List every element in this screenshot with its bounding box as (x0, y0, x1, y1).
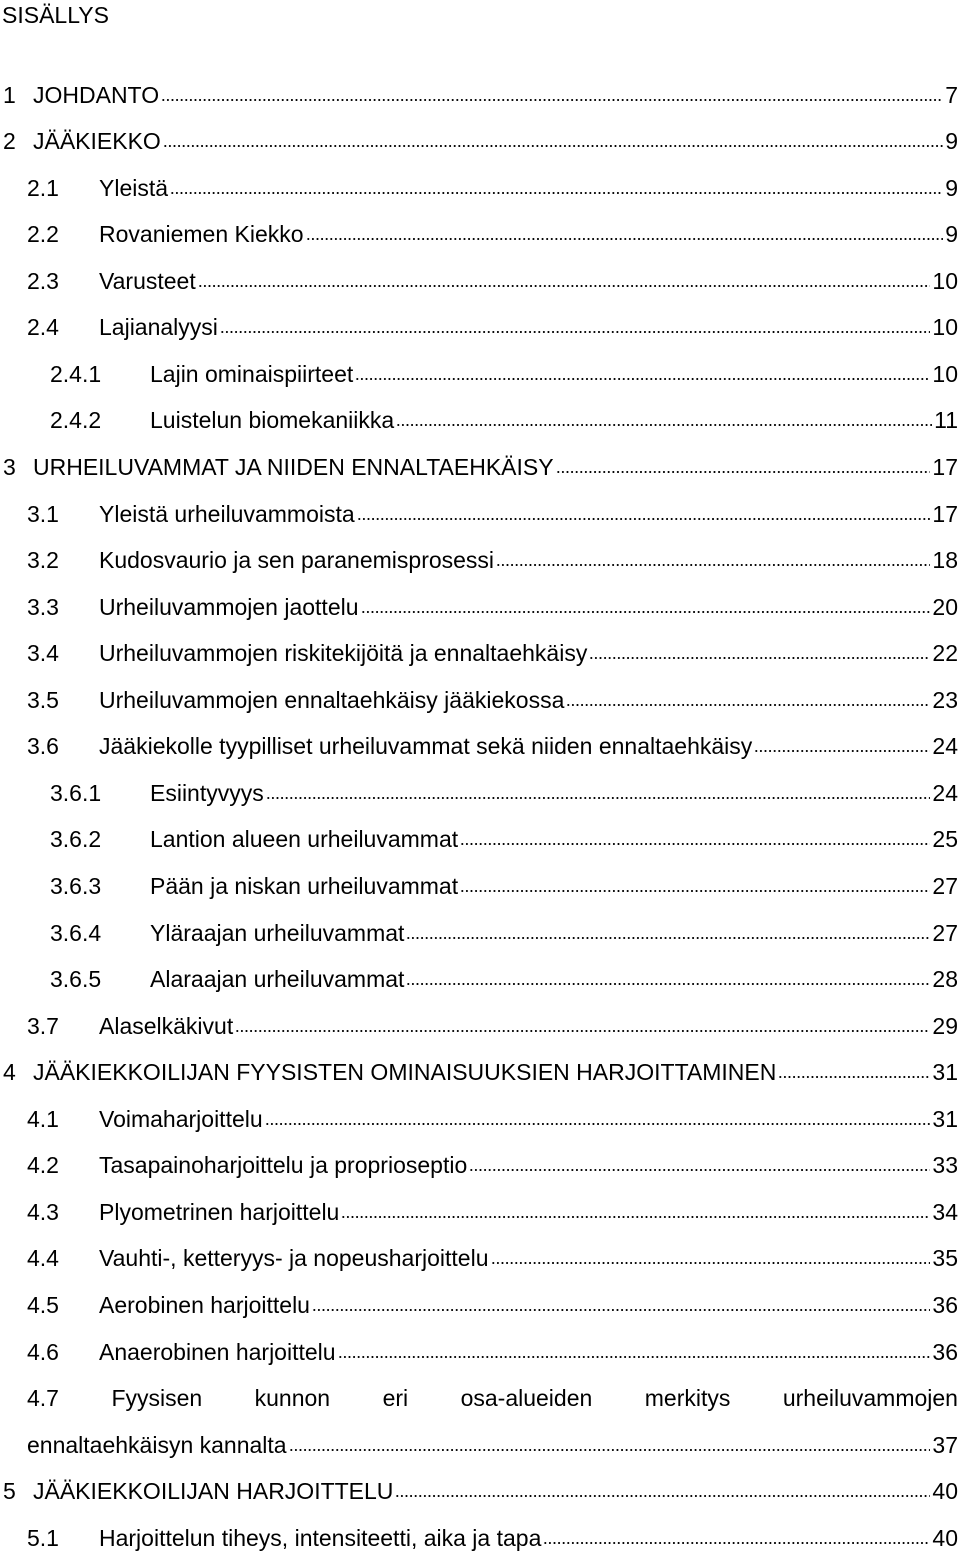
toc-entry-number: 3.6.5 (50, 966, 102, 992)
dot-leader (469, 1168, 930, 1172)
dot-leader (161, 98, 943, 102)
toc-entry-title: JOHDANTO (33, 82, 160, 108)
toc-entry-number: 5.1 (27, 1525, 59, 1551)
dot-leader (406, 982, 930, 986)
toc-entry-title: JÄÄKIEKKO (33, 128, 161, 154)
toc-entry-page: 40 (932, 1525, 958, 1551)
dot-leader (306, 237, 944, 241)
toc-entry-page: 36 (932, 1292, 958, 1318)
toc-entry-title-continuation: ennaltaehkäisyn kannalta (27, 1432, 287, 1458)
toc-entry[interactable] (50, 359, 958, 389)
toc-entry-page: 35 (932, 1245, 958, 1271)
toc-entry-page: 17 (932, 454, 958, 480)
toc-entry[interactable] (50, 405, 958, 435)
toc-entry-title: Vauhti-, ketteryys- ja nopeusharjoittelu (99, 1245, 489, 1271)
toc-entry-page: 24 (932, 780, 958, 806)
toc-entry[interactable] (27, 731, 958, 761)
toc-entry-number: 3.2 (27, 547, 59, 573)
toc-entry-number: 2 (3, 128, 16, 154)
toc-entry-page: 40 (932, 1478, 958, 1504)
toc-entry[interactable] (3, 1057, 958, 1087)
dot-leader (289, 1448, 931, 1452)
toc-entry-number: 4.7 (27, 1385, 59, 1411)
toc-entry-number: 3.4 (27, 640, 59, 666)
toc-entry-number: 5 (3, 1478, 16, 1504)
toc-entry-title-word: osa-alueiden (460, 1385, 593, 1411)
toc-entry-number: 4.1 (27, 1106, 59, 1132)
toc-entry-title-word: eri (382, 1385, 409, 1411)
toc-entry-number: 3.3 (27, 594, 59, 620)
toc-entry-page: 10 (932, 361, 958, 387)
toc-entry[interactable] (27, 1383, 958, 1413)
dot-leader (543, 1541, 930, 1545)
dot-leader (198, 284, 931, 288)
dot-leader (589, 656, 930, 660)
toc-entry[interactable] (27, 638, 958, 668)
toc-entry[interactable] (27, 685, 958, 715)
toc-entry-page: 36 (932, 1339, 958, 1365)
toc-entry-page: 17 (932, 501, 958, 527)
dot-leader (170, 191, 943, 195)
dot-leader (496, 563, 930, 567)
toc-entry[interactable] (27, 312, 958, 342)
toc-entry-number: 3.6.3 (50, 873, 102, 899)
toc-entry-number: 3.6.4 (50, 920, 102, 946)
toc-entry[interactable] (27, 1243, 958, 1273)
toc-entry-number: 1 (3, 82, 16, 108)
toc-entry-title: Urheiluvammojen ennaltaehkäisy jääkiekossa (99, 687, 565, 713)
toc-entry-number: 4.5 (27, 1292, 59, 1318)
toc-entry-title: Yläraajan urheiluvammat (150, 920, 405, 946)
toc-entry[interactable] (27, 1150, 958, 1180)
toc-entry-title: Esiintyvyys (150, 780, 264, 806)
toc-entry-title: Aerobinen harjoittelu (99, 1292, 310, 1318)
toc-entry-number: 3.7 (27, 1013, 59, 1039)
toc-entry-page: 9 (945, 175, 958, 201)
toc-entry-page: 25 (932, 826, 958, 852)
toc-entry-number: 2.1 (27, 175, 59, 201)
toc-entry-title: Luistelun biomekaniikka (150, 407, 395, 433)
toc-entry-page: 20 (932, 594, 958, 620)
toc-entry-page: 31 (932, 1059, 958, 1085)
dot-leader (338, 1355, 931, 1359)
dot-leader (341, 1215, 930, 1219)
toc-entry-number: 2.3 (27, 268, 59, 294)
toc-entry[interactable] (50, 918, 958, 948)
toc-entry[interactable] (27, 1197, 958, 1227)
toc-entry-number: 4.2 (27, 1152, 59, 1178)
toc-entry-number: 2.4.2 (50, 407, 102, 433)
toc-entry-title: Kudosvaurio ja sen paranemisprosessi (99, 547, 495, 573)
toc-entry-title: Yleistä urheiluvammoista (99, 501, 355, 527)
dot-leader (361, 610, 931, 614)
toc-entry-title-word: merkitys (644, 1385, 731, 1411)
toc-entry[interactable] (50, 778, 958, 808)
toc-entry[interactable] (27, 1523, 958, 1553)
toc-entry-title: Lajin ominaispiirteet (150, 361, 354, 387)
toc-entry-page: 27 (932, 920, 958, 946)
toc-entry-title: Alaselkäkivut (99, 1013, 234, 1039)
toc-entry-number: 3.5 (27, 687, 59, 713)
toc-entry-number: 4 (3, 1059, 16, 1085)
page-title: SISÄLLYS (2, 2, 109, 28)
toc-entry-title-word: kunnon (254, 1385, 331, 1411)
toc-entry[interactable] (27, 499, 958, 529)
toc-entry-title: Varusteet (99, 268, 196, 294)
toc-entry-number: 3.6.1 (50, 780, 102, 806)
toc-entry[interactable] (27, 266, 958, 296)
toc-entry-title: Alaraajan urheiluvammat (150, 966, 405, 992)
toc-entry-number: 3.6.2 (50, 826, 102, 852)
dot-leader (265, 1122, 931, 1126)
toc-entry-title: Plyometrinen harjoittelu (99, 1199, 340, 1225)
toc-entry-number: 3.6 (27, 733, 59, 759)
toc-entry-title: Urheiluvammojen jaottelu (99, 594, 359, 620)
toc-entry-number: 2.4 (27, 314, 59, 340)
dot-leader (491, 1261, 931, 1265)
toc-entry[interactable] (27, 545, 958, 575)
dot-leader (312, 1308, 930, 1312)
toc-entry-page: 27 (932, 873, 958, 899)
toc-entry[interactable] (27, 1337, 958, 1367)
toc-entry-title: JÄÄKIEKKOILIJAN FYYSISTEN OMINAISUUKSIEN HARJOITTAMINEN (33, 1059, 777, 1085)
toc-entry-page: 9 (945, 221, 958, 247)
dot-leader (406, 936, 930, 940)
toc-entry-title: Lajianalyysi (99, 314, 218, 340)
toc-entry-page: 10 (932, 268, 958, 294)
toc-entry-title: Yleistä (99, 175, 169, 201)
toc-entry[interactable] (27, 1104, 958, 1134)
toc-entry-title: Lantion alueen urheiluvammat (150, 826, 459, 852)
dot-leader (396, 423, 932, 427)
toc-entry-number: 2.2 (27, 221, 59, 247)
toc-entry[interactable] (27, 173, 958, 203)
dot-leader (778, 1075, 930, 1079)
toc-entry[interactable] (50, 824, 958, 854)
toc-entry-title: Rovaniemen Kiekko (99, 221, 304, 247)
toc-entry-page: 9 (945, 128, 958, 154)
toc-entry[interactable] (27, 1011, 958, 1041)
dot-leader (556, 470, 931, 474)
toc-entry-page: 7 (945, 82, 958, 108)
dot-leader (163, 144, 943, 148)
dot-leader (355, 377, 930, 381)
dot-leader (357, 517, 931, 521)
toc-entry-page: 10 (932, 314, 958, 340)
toc-entry-page: 28 (932, 966, 958, 992)
dot-leader (566, 703, 930, 707)
toc-entry-page: 31 (932, 1106, 958, 1132)
toc-entry-number: 3 (3, 454, 16, 480)
toc-entry-page: 29 (932, 1013, 958, 1039)
toc-entry-page: 24 (932, 733, 958, 759)
toc-entry-page: 23 (932, 687, 958, 713)
toc-entry-title: Harjoittelun tiheys, intensiteetti, aika ja tapa (99, 1525, 542, 1551)
toc-entry[interactable] (50, 964, 958, 994)
toc-entry-number: 4.3 (27, 1199, 59, 1225)
toc-entry-page: 22 (932, 640, 958, 666)
dot-leader (460, 889, 930, 893)
dot-leader (395, 1494, 930, 1498)
toc-entry[interactable] (3, 80, 958, 110)
toc-entry[interactable] (27, 219, 958, 249)
toc-entry-number: 2.4.1 (50, 361, 102, 387)
dot-leader (266, 796, 931, 800)
toc-entry-number: 4.4 (27, 1245, 59, 1271)
toc-entry-title: Urheiluvammojen riskitekijöitä ja ennaltaehkäisy (99, 640, 588, 666)
toc-entry-page: 11 (934, 407, 958, 433)
toc-entry-title: Voimaharjoittelu (99, 1106, 263, 1132)
dot-leader (220, 330, 931, 334)
toc-entry[interactable] (3, 126, 958, 156)
toc-entry[interactable] (27, 592, 958, 622)
toc-entry-title: Tasapainoharjoittelu ja proprioseptio (99, 1152, 468, 1178)
toc-entry-title: Pään ja niskan urheiluvammat (150, 873, 459, 899)
toc-entry-page: 34 (932, 1199, 958, 1225)
toc-entry[interactable] (50, 871, 958, 901)
toc-entry-page: 33 (932, 1152, 958, 1178)
toc-entry-continuation[interactable] (27, 1430, 958, 1460)
toc-entry-title-word: Fyysisen (111, 1385, 203, 1411)
dot-leader (754, 749, 930, 753)
dot-leader (235, 1029, 930, 1033)
toc-entry-title: JÄÄKIEKKOILIJAN HARJOITTELU (33, 1478, 394, 1504)
toc-entry-page: 18 (932, 547, 958, 573)
dot-leader (460, 842, 930, 846)
toc-entry[interactable] (27, 1290, 958, 1320)
toc-entry[interactable] (3, 1476, 958, 1506)
toc-entry-page: 37 (932, 1432, 958, 1458)
toc-entry-title: Anaerobinen harjoittelu (99, 1339, 336, 1365)
toc-entry[interactable] (3, 452, 958, 482)
toc-entry-title: Jääkiekolle tyypilliset urheiluvammat sekä niiden ennaltaehkäisy (99, 733, 753, 759)
toc-entry-number: 3.1 (27, 501, 59, 527)
toc-entry-title: URHEILUVAMMAT JA NIIDEN ENNALTAEHKÄISY (33, 454, 554, 480)
toc-entry-number: 4.6 (27, 1339, 59, 1365)
toc-entry-title-word: urheiluvammojen (782, 1385, 958, 1411)
